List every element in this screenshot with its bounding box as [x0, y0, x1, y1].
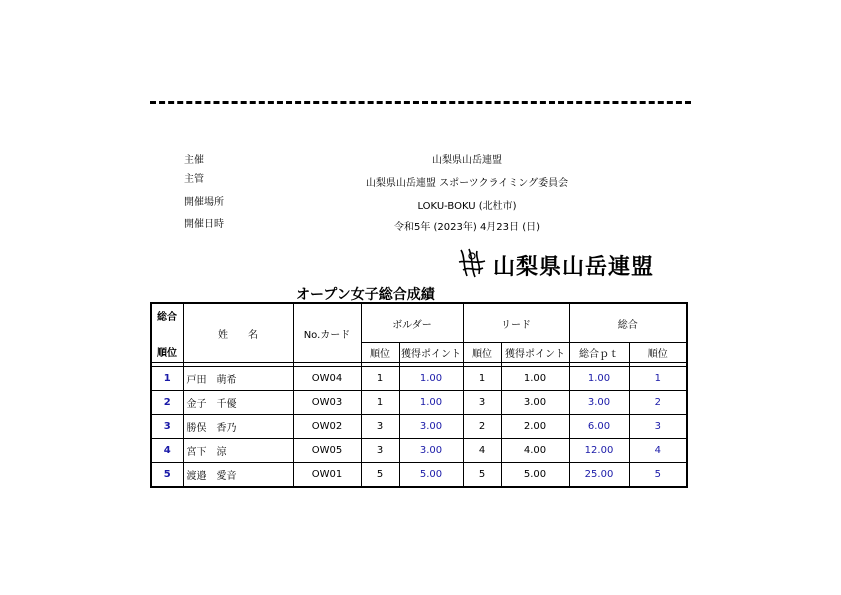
results-title: オープン女子総合成績 [296, 287, 435, 303]
lead-rank-cell: 3 [463, 391, 501, 415]
venue-label: 開催場所 [184, 197, 224, 208]
table-row [151, 415, 687, 439]
total-rank-cell: 2 [629, 391, 687, 415]
total-pt-cell: 12.00 [569, 439, 629, 463]
athlete-name-cell: 宮下 涼 [183, 439, 293, 463]
overall-rank-header [151, 303, 183, 363]
boulder-points-cell: 1.00 [399, 367, 463, 391]
dashed-divider [150, 101, 691, 104]
boulder-rank-cell: 3 [361, 439, 399, 463]
lead-points-cell: 2.00 [501, 415, 569, 439]
organizer-label: 主催 [184, 155, 204, 166]
lead-rank-cell: 1 [463, 367, 501, 391]
date-label: 開催日時 [184, 219, 224, 230]
athlete-name-cell: 戸田 萌希 [183, 367, 293, 391]
logo-emblem-icon [455, 246, 489, 280]
card-cell: OW01 [293, 463, 361, 488]
lead-points-cell: 5.00 [501, 463, 569, 488]
organizer-value: 山梨県山岳連盟 [432, 155, 502, 166]
total-pt-header: 総合ｐｔ [569, 343, 629, 363]
boulder-points-header: 獲得ポイント [399, 343, 463, 363]
logo-text: 山梨県山岳連盟 [493, 254, 655, 280]
athlete-name-cell: 勝俣 香乃 [183, 415, 293, 439]
boulder-points-cell: 5.00 [399, 463, 463, 488]
lead-rank-cell: 2 [463, 415, 501, 439]
lead-rank-cell: 5 [463, 463, 501, 488]
lead-points-cell: 1.00 [501, 367, 569, 391]
card-cell: OW04 [293, 367, 361, 391]
boulder-points-cell: 3.00 [399, 439, 463, 463]
overall-rank-cell: 4 [151, 439, 183, 463]
overall-rank-cell: 5 [151, 463, 183, 488]
manager-value: 山梨県山岳連盟 スポーツクライミング委員会 [365, 178, 569, 189]
total-pt-cell: 1.00 [569, 367, 629, 391]
boulder-rank-cell: 5 [361, 463, 399, 488]
table-row [151, 463, 687, 488]
total-rank-cell: 1 [629, 367, 687, 391]
overall-rank-header-top: 総合 [157, 312, 177, 323]
table-row [151, 439, 687, 463]
total-pt-cell: 25.00 [569, 463, 629, 488]
total-rank-cell: 4 [629, 439, 687, 463]
card-cell: OW05 [293, 439, 361, 463]
card-cell: OW03 [293, 391, 361, 415]
boulder-points-cell: 3.00 [399, 415, 463, 439]
overall-rank-header-bottom: 順位 [157, 348, 177, 359]
overall-rank-cell: 1 [151, 367, 183, 391]
boulder-rank-cell: 1 [361, 367, 399, 391]
overall-rank-cell: 2 [151, 391, 183, 415]
results-table [150, 302, 688, 488]
federation-logo [455, 246, 655, 280]
total-rank-cell: 3 [629, 415, 687, 439]
total-pt-cell: 3.00 [569, 391, 629, 415]
lead-header: リード [463, 303, 569, 343]
boulder-points-cell: 1.00 [399, 391, 463, 415]
total-header: 総合 [569, 303, 687, 343]
manager-label: 主管 [184, 174, 204, 185]
total-rank-header: 順位 [629, 343, 687, 363]
total-pt-cell: 6.00 [569, 415, 629, 439]
lead-points-cell: 4.00 [501, 439, 569, 463]
lead-rank-header: 順位 [463, 343, 501, 363]
lead-points-cell: 3.00 [501, 391, 569, 415]
athlete-name-cell: 渡邉 愛音 [183, 463, 293, 488]
lead-rank-cell: 4 [463, 439, 501, 463]
table-row [151, 391, 687, 415]
lead-points-header: 獲得ポイント [501, 343, 569, 363]
card-header: No.カード [293, 303, 361, 363]
boulder-rank-cell: 1 [361, 391, 399, 415]
total-rank-cell: 5 [629, 463, 687, 488]
boulder-header: ボルダー [361, 303, 463, 343]
venue-value: LOKU-BOKU (北杜市) [417, 201, 517, 212]
table-row [151, 367, 687, 391]
boulder-rank-header: 順位 [361, 343, 399, 363]
date-value: 令和5年 (2023年) 4月23日 (日) [393, 222, 541, 233]
athlete-name-cell: 金子 千優 [183, 391, 293, 415]
name-header: 姓 名 [183, 303, 293, 363]
boulder-rank-cell: 3 [361, 415, 399, 439]
overall-rank-cell: 3 [151, 415, 183, 439]
card-cell: OW02 [293, 415, 361, 439]
